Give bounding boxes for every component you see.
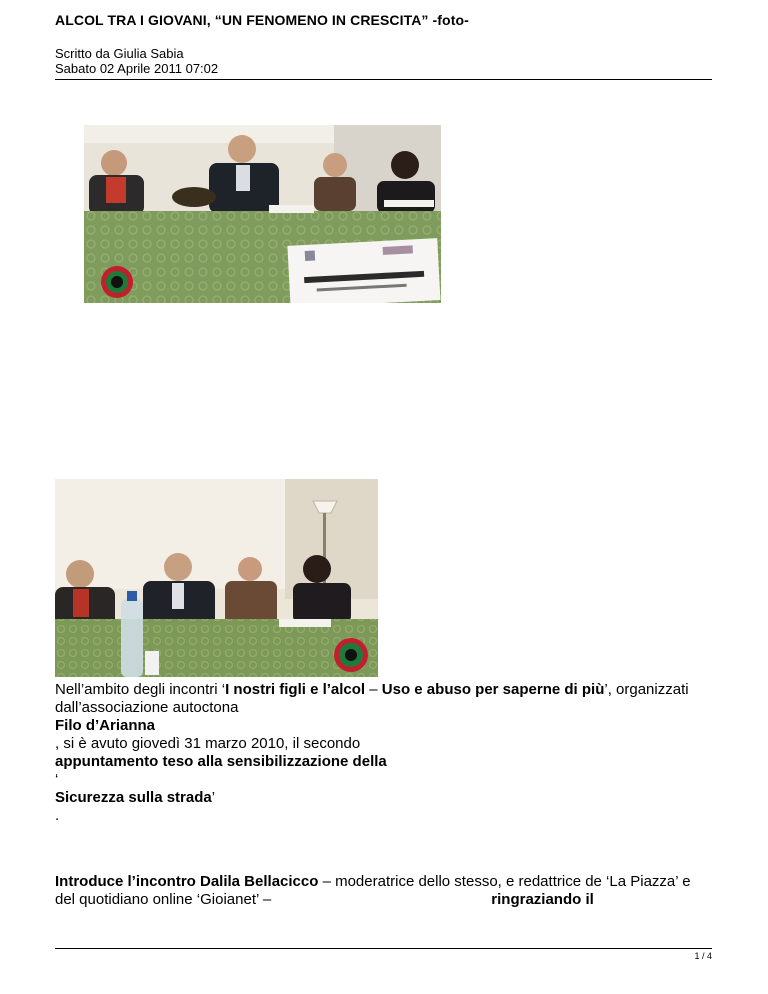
- page-number: 1 / 4: [694, 951, 712, 961]
- article-paragraph-1: [55, 681, 715, 825]
- article-paragraph-2: [55, 873, 715, 909]
- paragraph-1-line-5: appuntamento teso alla sensibilizzazione della: [55, 753, 387, 770]
- road-safety-topic: Sicurezza sulla strada: [55, 789, 212, 806]
- paragraph-1-line-1: Nell’ambito degli incontri ‘I nostri figli e l’alcol – Uso e abuso per saperne di più’, organizzati: [55, 681, 689, 698]
- paragraph-1-line-8: .: [55, 807, 60, 824]
- paragraph-1-line-4: , si è avuto giovedì 31 marzo 2010, il secondo: [55, 735, 361, 752]
- footer-divider: [55, 948, 712, 949]
- association-name: Filo d’Arianna: [55, 717, 156, 734]
- article-title: ALCOL TRA I GIOVANI, “UN FENOMENO IN CRESCITA” -foto-: [55, 12, 469, 28]
- event-subtitle: Uso e abuso per saperne di più: [381, 681, 605, 698]
- moderator-intro: Introduce l’incontro Dalila Bellacicco: [55, 873, 319, 890]
- paragraph-2-line-2: del quotidiano online ‘Gioianet’ – ringraziando il: [55, 891, 594, 908]
- author-line: Scritto da Giulia Sabia: [55, 46, 184, 61]
- paragraph-1-line-2: dall’associazione autoctona: [55, 699, 239, 716]
- photo-panel-speakers: [84, 125, 441, 303]
- paragraph-1-line-6: ‘: [55, 771, 59, 788]
- header-divider: [55, 79, 712, 80]
- photo-conference-table: [55, 479, 378, 677]
- event-title: I nostri figli e l’alcol: [225, 681, 366, 698]
- paragraph-1-line-7: Sicurezza sulla strada’: [55, 789, 216, 806]
- date-line: Sabato 02 Aprile 2011 07:02: [55, 61, 219, 76]
- paragraph-2-line-1: Introduce l’incontro Dalila Bellacicco – moderatrice dello stesso, e redattrice de ‘La Piazza’ e: [55, 873, 691, 890]
